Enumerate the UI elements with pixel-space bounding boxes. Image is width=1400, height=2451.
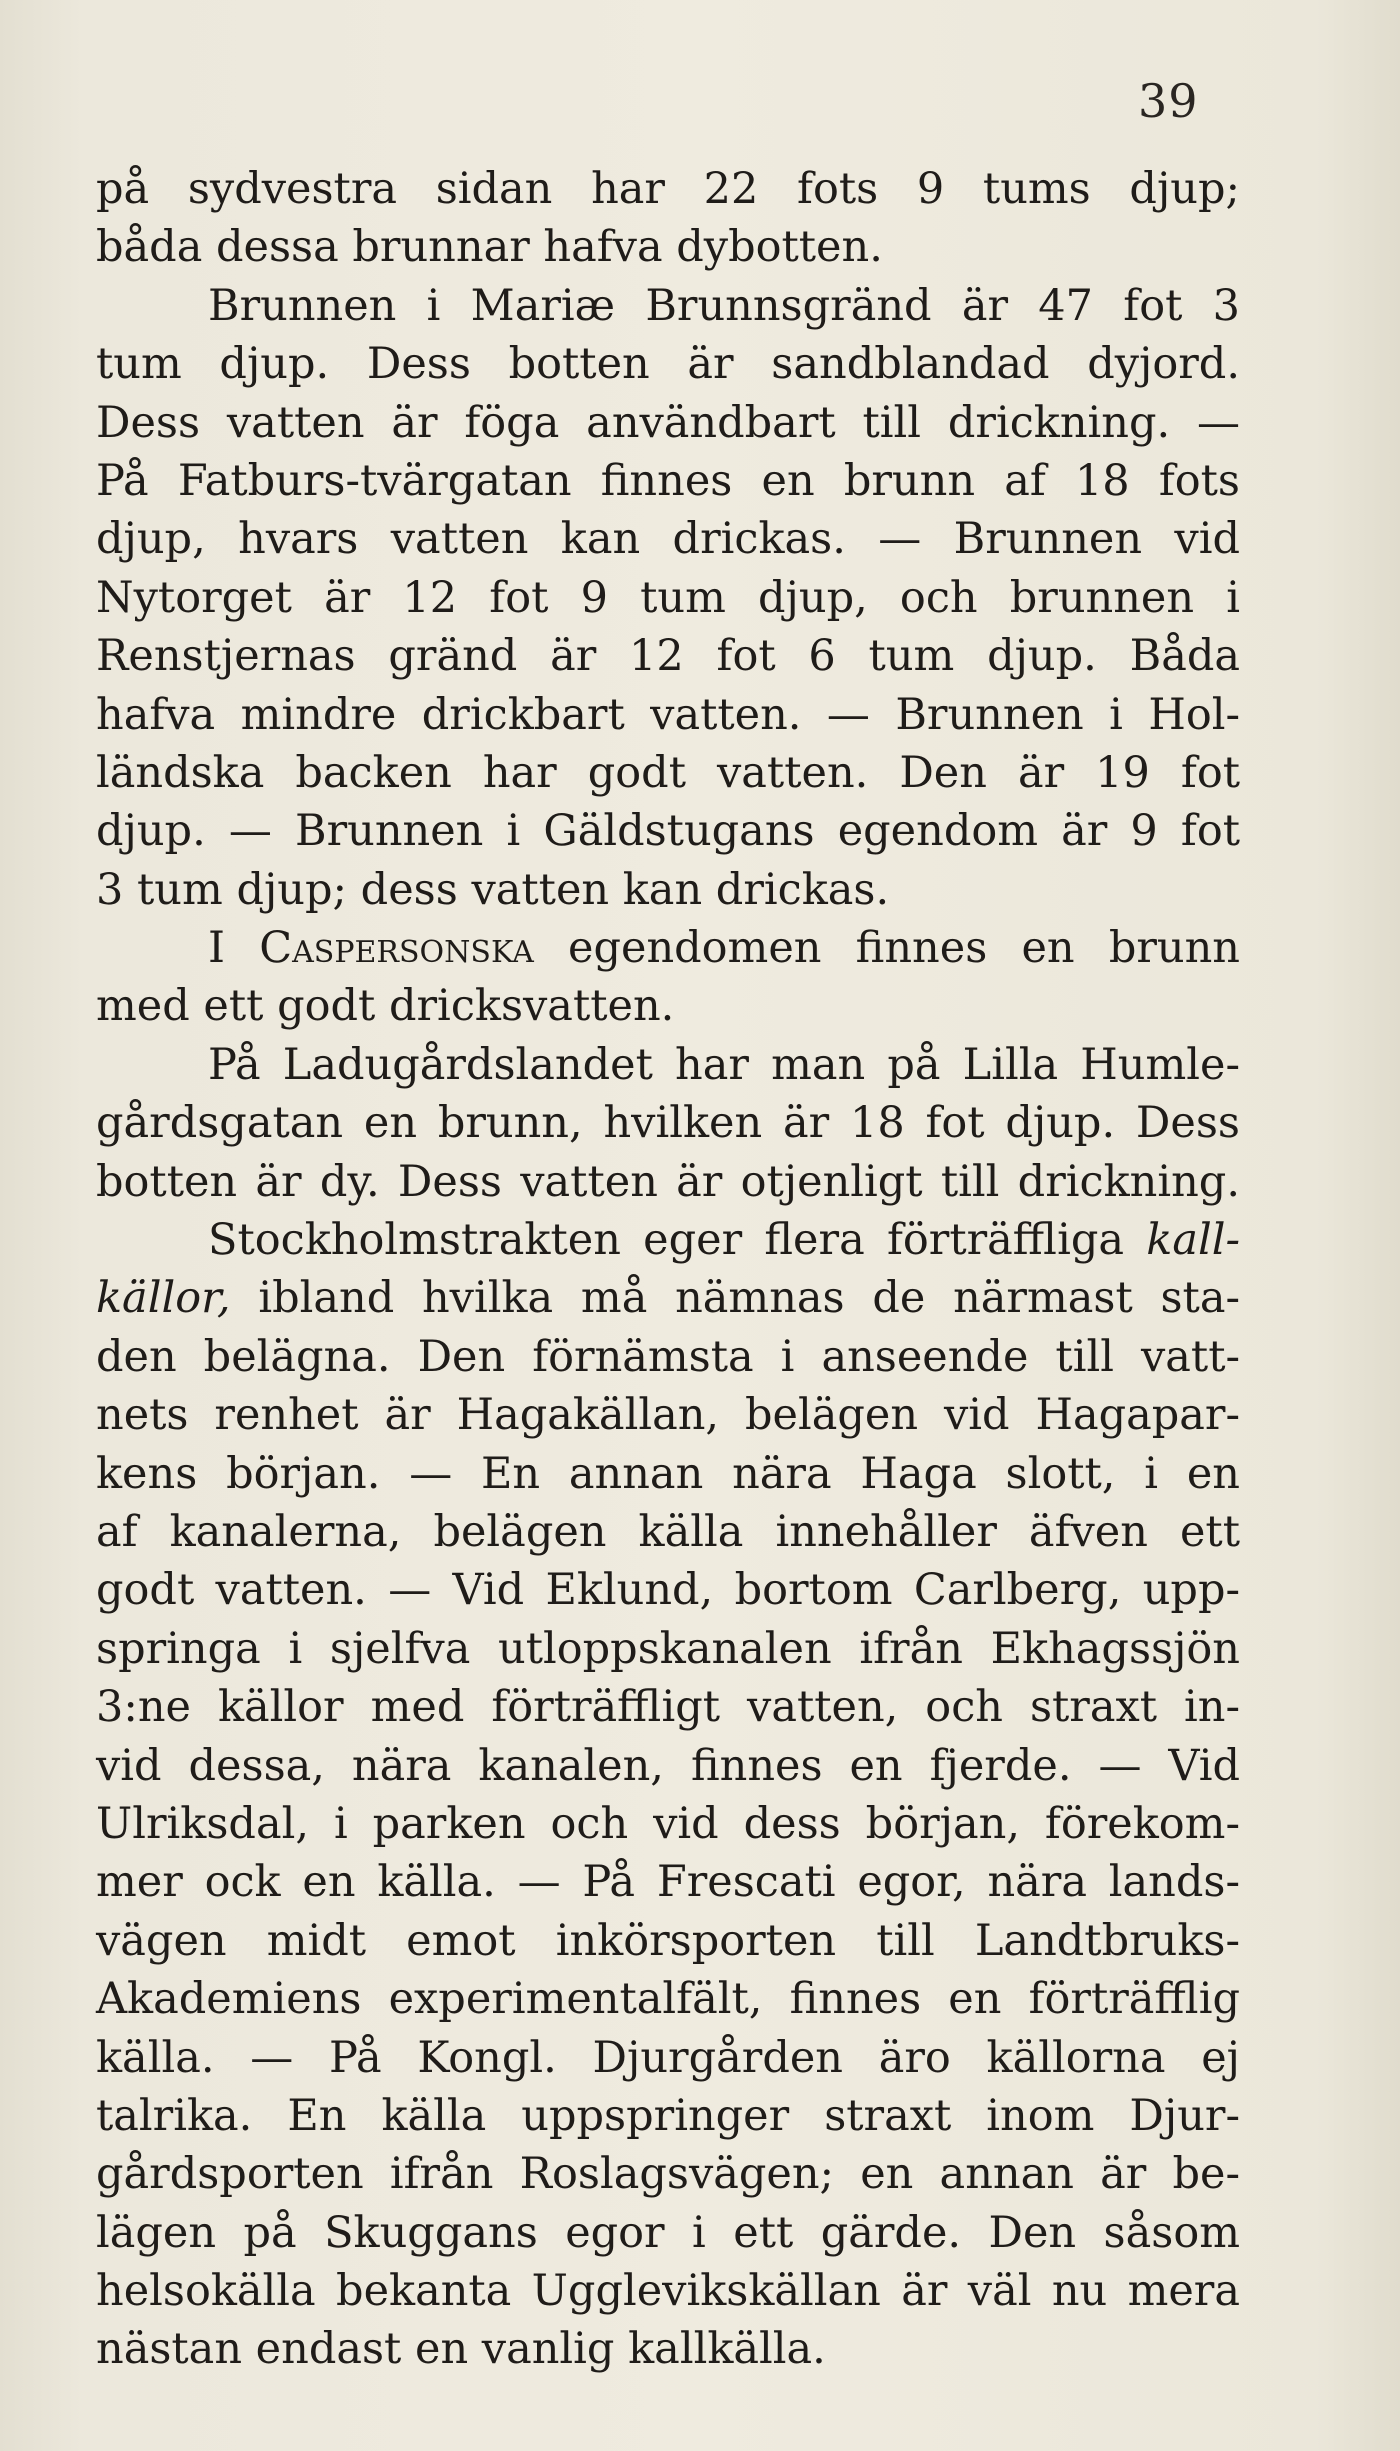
text-line: med ett godt dricksvatten.: [96, 981, 675, 1032]
text-line: Akademiens experimentalfält, finnes en förträfflig: [96, 1974, 1240, 2025]
page-number: 39: [1138, 74, 1199, 128]
text-line: lägen på Skuggans egor i ett gärde. Den såsom: [96, 2207, 1240, 2258]
text-line: På Ladugårdslandet har man på Lilla Humle-: [208, 1039, 1240, 1090]
text-line: springa i sjelfva utloppskanalen ifrån Ekhagssjön: [96, 1623, 1240, 1674]
text-line: gårdsgatan en brunn, hvilken är 18 fot djup. Dess: [96, 1098, 1240, 1149]
text-line: ländska backen har godt vatten. Den är 19 fot: [96, 747, 1240, 798]
text-line: 3:ne källor med förträffligt vatten, och straxt in-: [96, 1682, 1240, 1733]
text-line: kens början. — En annan nära Haga slott, i en: [96, 1448, 1240, 1499]
text-line: mer ock en källa. — På Frescati egor, nära lands-: [96, 1857, 1240, 1908]
text-line: källa. — På Kongl. Djurgården äro källorna ej: [96, 2032, 1240, 2083]
body-text: [96, 160, 1240, 2379]
text-line: talrika. En källa uppspringer straxt inom Djur-: [96, 2090, 1240, 2141]
text-line: gårdsporten ifrån Roslagsvägen; en annan är be-: [96, 2149, 1240, 2200]
text-line: djup. — Brunnen i Gäldstugans egendom är 9 fot: [96, 806, 1240, 857]
text-line: tum djup. Dess botten är sandblandad dyjord.: [96, 339, 1240, 390]
text-line: Dess vatten är föga användbart till drickning. —: [96, 397, 1240, 448]
text-line: båda dessa brunnar hafva dybotten.: [96, 222, 883, 273]
text-line: djup, hvars vatten kan drickas. — Brunnen vid: [96, 514, 1240, 565]
text-line: hafva mindre drickbart vatten. — Brunnen i Hol-: [96, 689, 1240, 740]
text-line: på sydvestra sidan har 22 fots 9 tums djup;: [96, 164, 1240, 214]
text-line: vid dessa, nära kanalen, finnes en fjerde. — Vid: [96, 1740, 1240, 1791]
text-line: Renstjernas gränd är 12 fot 6 tum djup. Båda: [96, 631, 1240, 682]
text-line: Nytorget är 12 fot 9 tum djup, och brunnen i: [96, 572, 1240, 623]
text-line: nästan endast en vanlig kallkälla.: [96, 2324, 826, 2375]
text-line: den belägna. Den förnämsta i anseende till vatt-: [96, 1331, 1240, 1382]
text-line: På Fatburs-tvärgatan finnes en brunn af 18 fots: [96, 455, 1240, 506]
text-line: nets renhet är Hagakällan, belägen vid Hagapar-: [96, 1390, 1240, 1441]
text-line: 3 tum djup; dess vatten kan drickas.: [96, 864, 890, 915]
text-line: helsokälla bekanta Ugglevikskällan är väl nu mera: [96, 2266, 1240, 2317]
text-line: I Caspersonska egendomen finnes en brunn: [208, 923, 1240, 974]
text-line: botten är dy. Dess vatten är otjenligt till drickning.: [96, 1156, 1240, 1207]
text-line: Stockholmstrakten eger flera förträffliga kall-: [208, 1215, 1240, 1266]
text-line: Brunnen i Mariæ Brunnsgränd är 47 fot 3: [208, 280, 1240, 331]
text-line: godt vatten. — Vid Eklund, bortom Carlberg, upp-: [96, 1565, 1240, 1616]
text-line: källor, ibland hvilka må nämnas de närmast sta-: [96, 1273, 1240, 1324]
text-line: Ulriksdal, i parken och vid dess början, förekom-: [96, 1798, 1240, 1849]
text-line: vägen midt emot inkörsporten till Landtbruks-: [96, 1915, 1240, 1966]
text-line: af kanalerna, belägen källa innehåller äfven ett: [96, 1506, 1240, 1557]
